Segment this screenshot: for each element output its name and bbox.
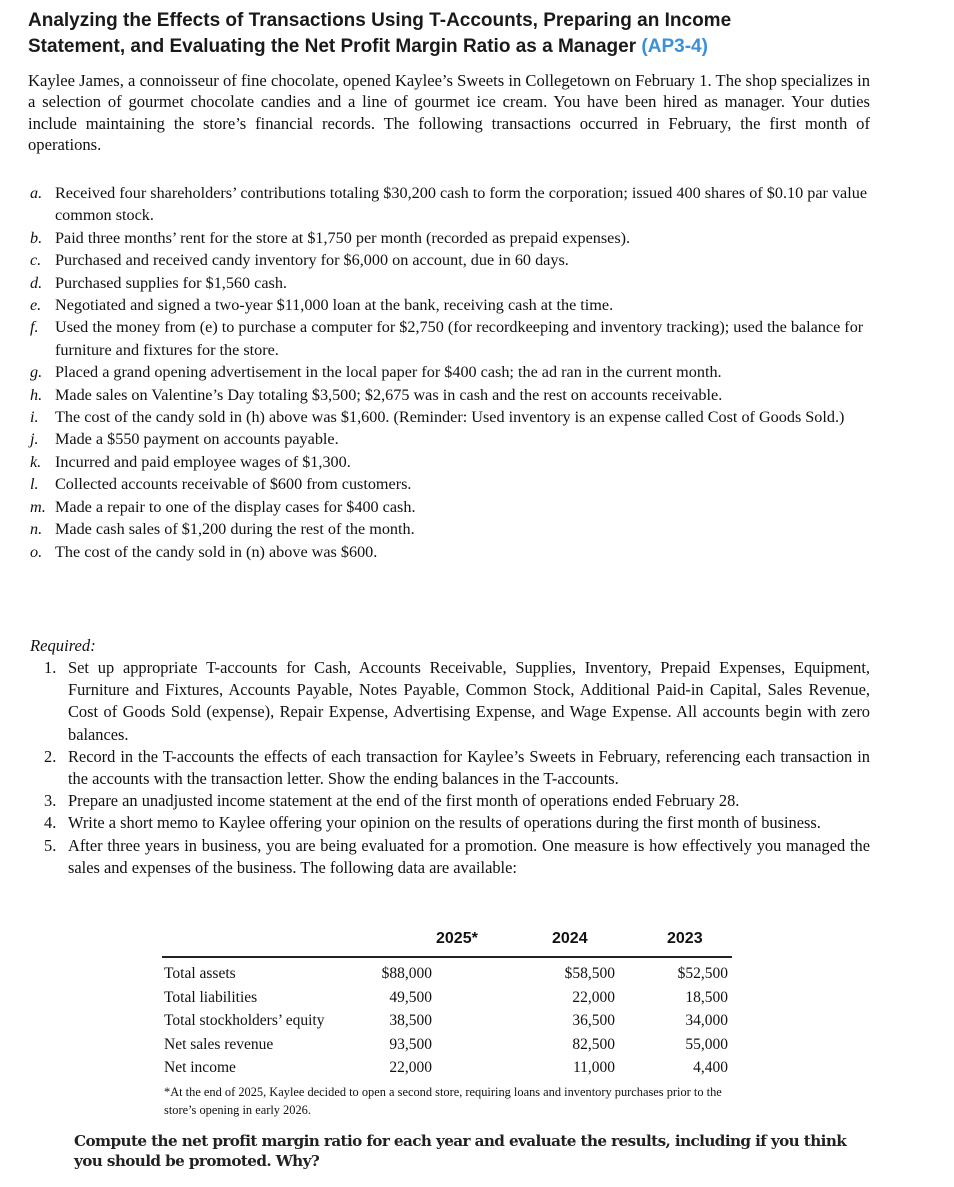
- transaction-letter: k.: [30, 452, 42, 471]
- value-2025: 49,500: [389, 988, 432, 1006]
- value-2024: $58,500: [564, 965, 615, 982]
- transaction-letter: i.: [30, 408, 39, 427]
- requirement-text: After three years in business, you are being evaluated for a promotion. One measure is how effectively you managed the sales and expenses of the business. The following data are available:: [68, 835, 870, 877]
- transaction-item: [30, 541, 870, 563]
- requirement-item: [44, 746, 870, 790]
- final-question: Compute the net profit margin ratio for each year and evaluate the results, including if you think you should be promoted. Why?: [74, 1132, 847, 1170]
- requirement-item: [44, 790, 870, 812]
- value-2025: 38,500: [389, 1012, 432, 1029]
- transaction-letter: j.: [30, 430, 39, 449]
- value-2024: 36,500: [572, 1012, 615, 1029]
- title-line-1: Analyzing the Effects of Transactions Using T-Accounts, Preparing an Income: [28, 10, 732, 31]
- transaction-text: Purchased and received candy inventory for $6,000 on account, due in 60 days.: [55, 251, 569, 270]
- transaction-item: [30, 361, 870, 383]
- requirement-number: 1.: [44, 658, 57, 677]
- transaction-text: Made cash sales of $1,200 during the rest of the month.: [55, 520, 415, 539]
- value-2023: 34,000: [685, 1012, 728, 1029]
- header-2023: 2023: [667, 930, 703, 947]
- table-row: [162, 962, 732, 986]
- financial-data-table: [162, 926, 732, 1080]
- table-row: [162, 986, 732, 1010]
- transaction-item: [30, 182, 870, 227]
- transaction-item: [30, 316, 870, 361]
- value-2023: 4,400: [693, 1059, 728, 1076]
- transaction-item: [30, 294, 870, 316]
- transaction-text: Purchased supplies for $1,560 cash.: [55, 273, 287, 292]
- transaction-text: Paid three months’ rent for the store at $1,750 per month (recorded as prepaid expenses).: [55, 228, 631, 247]
- table-body: [162, 962, 732, 1080]
- transaction-text: Incurred and paid employee wages of $1,300.: [55, 452, 351, 471]
- title-line-2-text: Statement, and Evaluating the Net Profit Margin Ratio as a Manager: [28, 36, 637, 57]
- requirement-number: 2.: [44, 746, 57, 766]
- row-label: Total stockholders’ equity: [164, 1012, 325, 1029]
- value-2025: $88,000: [381, 965, 432, 982]
- header-2024: 2024: [552, 930, 588, 947]
- table-footnote: *At the end of 2025, Kaylee decided to open a second store, requiring loans and inventory purchases prior to the store’s opening in early 2026.: [164, 1085, 722, 1117]
- transaction-letter: b.: [30, 228, 43, 247]
- required-label: Required:: [30, 636, 96, 655]
- transaction-letter: l.: [30, 475, 39, 494]
- requirement-number: 4.: [44, 813, 57, 833]
- transaction-item: [30, 473, 870, 495]
- transaction-letter: g.: [30, 363, 43, 382]
- requirement-text: Set up appropriate T-accounts for Cash, Accounts Receivable, Supplies, Inventory, Prepaid Expenses, Equipment, Furniture and Fixtures, Accounts Payable, Notes Payable, Common Stock, Additional Paid-in Capital, Sales Revenue, Cost of Goods Sold (expense), Repair Expense, Advertising Expense, and Wage Expense. All accounts begin with zero balances.: [68, 658, 870, 744]
- requirement-text: Prepare an unadjusted income statement at the end of the first month of operations ended February 28.: [68, 791, 740, 811]
- value-2023: $52,500: [677, 965, 728, 982]
- transaction-letter: d.: [30, 273, 43, 292]
- transaction-text: Used the money from (e) to purchase a computer for $2,750 (for recordkeeping and inventory tracking); used the balance for furniture and fixtures for the store.: [55, 318, 864, 359]
- value-2024: 11,000: [572, 1059, 615, 1076]
- problem-code: (AP3-4): [641, 36, 708, 57]
- value-2023: 18,500: [685, 988, 728, 1006]
- transaction-text: The cost of the candy sold in (h) above was $1,600. (Reminder: Used inventory is an expense called Cost of Goods Sold.): [55, 408, 845, 427]
- header-2025: 2025*: [436, 930, 478, 947]
- table-row: [162, 1009, 732, 1033]
- transaction-text: Received four shareholders’ contributions totaling $30,200 cash to form the corporation; issued 400 shares of $0.10 par value common stock.: [55, 184, 868, 225]
- transaction-text: Collected accounts receivable of $600 from customers.: [55, 475, 412, 494]
- requirement-item: [44, 812, 870, 834]
- transaction-letter: o.: [30, 542, 43, 561]
- transaction-text: Negotiated and signed a two-year $11,000 loan at the bank, receiving cash at the time.: [55, 296, 614, 315]
- transaction-item: [30, 428, 870, 450]
- requirements-list: [44, 657, 870, 879]
- table-row: [162, 1033, 732, 1057]
- transaction-item: [30, 227, 870, 249]
- transaction-text: The cost of the candy sold in (n) above was $600.: [55, 542, 378, 561]
- transaction-text: Placed a grand opening advertisement in the local paper for $400 cash; the ad ran in the current month.: [55, 363, 722, 382]
- transaction-list: [30, 182, 870, 563]
- transaction-text: Made a $550 payment on accounts payable.: [55, 430, 339, 449]
- row-label: Net sales revenue: [164, 1035, 274, 1053]
- row-label: Total liabilities: [164, 988, 258, 1006]
- value-2025: 93,500: [389, 1035, 432, 1053]
- requirement-number: 5.: [44, 835, 57, 855]
- value-2025: 22,000: [389, 1059, 432, 1076]
- transaction-letter: h.: [30, 385, 43, 404]
- transaction-item: [30, 451, 870, 473]
- row-label: Net income: [164, 1059, 236, 1076]
- transaction-letter: f.: [30, 318, 39, 337]
- requirement-text: Write a short memo to Kaylee offering your opinion on the results of operations during the first month of business.: [68, 813, 821, 833]
- transaction-text: Made a repair to one of the display cases for $400 cash.: [55, 497, 416, 516]
- header-rule: [162, 956, 732, 958]
- table-header: [162, 926, 732, 962]
- transaction-item: [30, 406, 870, 428]
- transaction-item: [30, 272, 870, 294]
- requirement-item: [44, 835, 870, 879]
- transaction-letter: n.: [30, 520, 43, 539]
- transaction-letter: m.: [30, 497, 46, 516]
- transaction-item: [30, 384, 870, 406]
- requirement-text: Record in the T-accounts the effects of each transaction for Kaylee’s Sweets in February, referencing each transaction in the accounts with the transaction letter. Show the ending balances in the T-accounts.: [68, 746, 870, 789]
- transaction-letter: a.: [30, 184, 43, 202]
- value-2024: 22,000: [572, 988, 615, 1006]
- requirement-number: 3.: [44, 791, 57, 811]
- row-label: Total assets: [164, 965, 236, 982]
- transaction-letter: c.: [30, 251, 42, 270]
- transaction-letter: e.: [30, 296, 42, 315]
- transaction-item: [30, 496, 870, 518]
- transaction-item: [30, 249, 870, 271]
- title-line-2: [28, 34, 928, 60]
- problem-title: [28, 8, 928, 60]
- transaction-item: [30, 518, 870, 540]
- value-2024: 82,500: [572, 1035, 615, 1053]
- transaction-text: Made sales on Valentine’s Day totaling $3,500; $2,675 was in cash and the rest on accounts receivable.: [55, 385, 723, 404]
- table-row: [162, 1056, 732, 1080]
- value-2023: 55,000: [685, 1035, 728, 1053]
- requirement-item: [44, 657, 870, 746]
- intro-paragraph: Kaylee James, a connoisseur of fine chocolate, opened Kaylee’s Sweets in Collegetown on February 1. The shop specializes in a selection of gourmet chocolate candies and a line of gourmet ice cream. You have been hired as manager. Your duties include maintaining the store’s financial records. The following transactions occurred in February, the first month of operations.: [28, 71, 870, 155]
